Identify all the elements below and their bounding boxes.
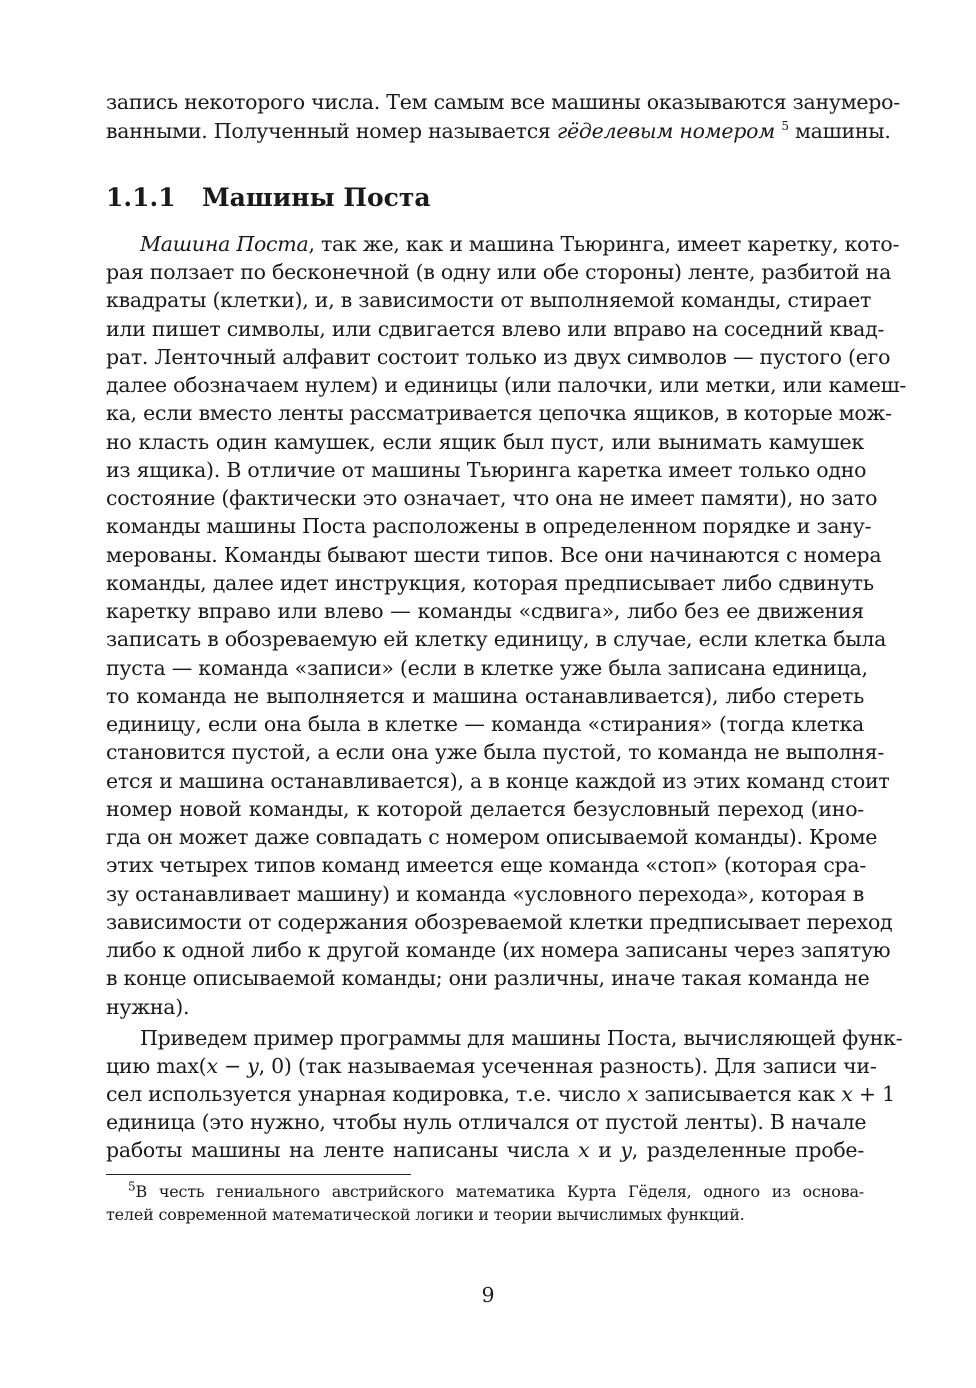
emphasis-term: Машина Поста — [140, 232, 309, 256]
text-line: зу останавливает машину) и команда «условного перехода», которая в — [106, 881, 864, 906]
emphasis-term: гёделевым номером — [556, 119, 776, 143]
text-line: пуста — команда «записи» (если в клетке уже была записана единица, — [106, 655, 868, 680]
text-line: записать в обозреваемую ей клетку единицу, в случае, если клетка была — [106, 627, 887, 652]
text-line: единицу, если она была в клетке — команда «стирания» (тогда клетка — [106, 712, 864, 736]
text-line: нужна). — [106, 994, 190, 1019]
text-line: команды машины Поста расположены в определенном порядке и зану- — [106, 514, 872, 539]
text-line: команды, далее идет инструкция, которая предписывает либо сдвинуть — [106, 570, 874, 595]
text-line: но класть один камушек, если ящик был пуст, или вынимать камушек — [106, 429, 864, 454]
text-line: или пишет символы, или сдвигается влево или вправо на соседний квад- — [106, 316, 885, 341]
text-line: сел используется унарная кодировка, т.е. число x записывается как x + 1 — [106, 1082, 895, 1106]
footnote-mark: 5 — [128, 1179, 136, 1194]
text-line: запись некоторого числа. Тем самым все машины оказываются занумеро- — [106, 90, 900, 114]
text-line: каретку вправо или влево — команды «сдвига», либо без ее движения — [106, 599, 864, 623]
footnote-rule — [106, 1174, 411, 1175]
section-number: 1.1.1 — [106, 183, 176, 212]
section-heading — [106, 182, 431, 214]
text-line: Приведем пример программы для машины Поста, вычисляющей функ- — [140, 1026, 903, 1050]
text-line: гда он может даже совпадать с номером описываемой команды). Кроме — [106, 825, 878, 849]
text-line: мерованы. Команды бывают шести типов. Все они начинаются с номера — [106, 542, 882, 567]
section-title: Машины Поста — [202, 183, 431, 212]
text-line: становится пустой, а если она уже была пустой, то команда не выполня- — [106, 740, 884, 765]
text-line: работы машины на ленте написаны числа x и y, разделенные пробе- — [106, 1138, 864, 1162]
text-line: цию max(x − y, 0) (так называемая усеченная разность). Для записи чи- — [106, 1054, 877, 1078]
footnote-line: телей современной математической логики и теории вычислимых функций. — [106, 1205, 745, 1224]
text-line: квадраты (клетки), и, в зависимости от выполняемой команды, стирает — [106, 288, 872, 313]
page-number: 9 — [481, 1283, 495, 1307]
text-line: в конце описываемой команды; они различны, иначе такая команда не — [106, 966, 870, 991]
text-line: далее обозначаем нулем) и единицы (или палочки, или метки, или камеш- — [106, 373, 907, 397]
text-line: ванными. Полученный номер называется гёделевым номером $^5$ машины. — [106, 119, 891, 143]
text-line: ется и машина останавливается), а в конце каждой из этих команд стоит — [106, 768, 890, 793]
text-line: то команда не выполняется и машина останавливается), либо стереть — [106, 683, 864, 708]
text-line: рат. Ленточный алфавит состоит только из двух символов — пустого (его — [106, 344, 891, 369]
text-line: единица (это нужно, чтобы нуль отличался от пустой ленты). В начале — [106, 1110, 867, 1134]
footnote-line: $^5$В честь гениального австрийского математика Курта Гёделя, одного из основа- — [128, 1179, 864, 1201]
text-line: номер новой команды, к которой делается безусловный переход (ино- — [106, 796, 864, 821]
text-line: Машина Поста, так же, как и машина Тьюринга, имеет каретку, кото- — [140, 232, 900, 256]
text-line: состояние (фактически это означает, что она не имеет памяти), но зато — [106, 486, 878, 510]
text-line: либо к одной либо к другой команде (их номера записаны через запятую — [106, 938, 891, 962]
text-line: ка, если вместо ленты рассматривается цепочка ящиков, в которые мож- — [106, 401, 892, 426]
text-line: этих четырех типов команд имеется еще команда «стоп» (которая сра- — [106, 853, 867, 878]
footnote-reference[interactable]: 5 — [781, 119, 789, 134]
text-line: зависимости от содержания обозреваемой клетки предписывает переход — [106, 909, 893, 934]
text-line: рая ползает по бесконечной (в одну или обе стороны) ленте, разбитой на — [106, 260, 892, 284]
text-line: из ящика). В отличие от машины Тьюринга каретка имеет только одно — [106, 457, 867, 482]
